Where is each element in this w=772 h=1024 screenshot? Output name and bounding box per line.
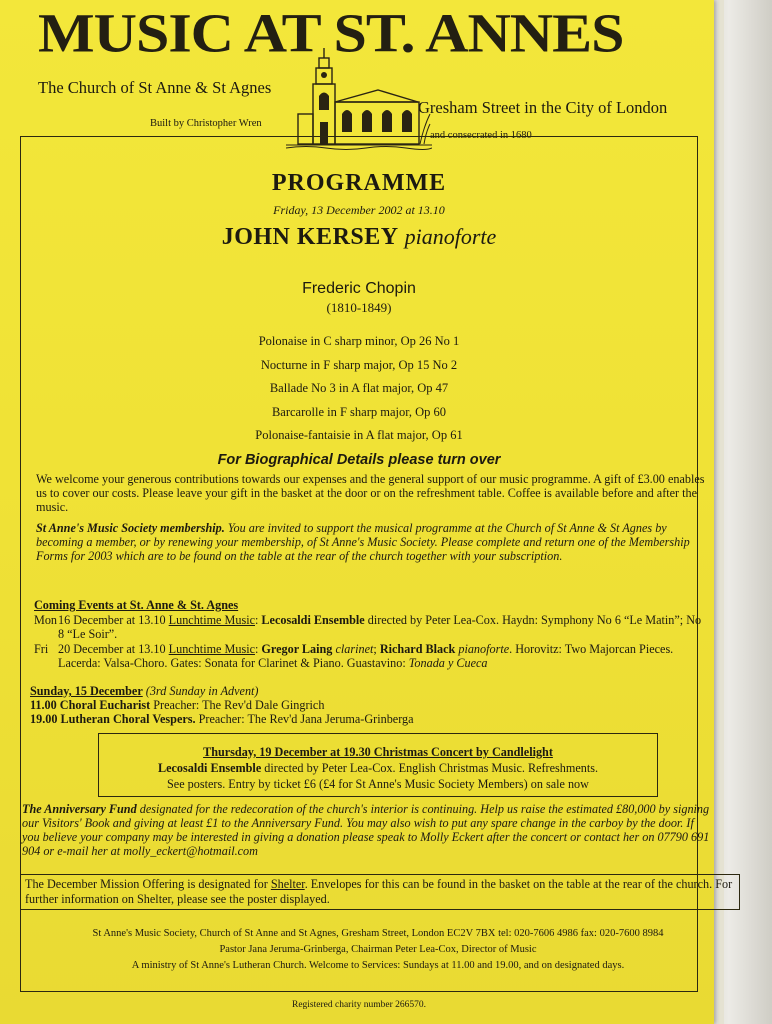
programme-border	[20, 136, 698, 992]
mission-charity: Shelter	[270, 877, 305, 891]
event-day: Fri	[34, 641, 49, 656]
event-instrument: pianoforte	[458, 641, 510, 656]
event-series: Lunchtime Music	[168, 641, 255, 656]
programme-date: Friday, 13 December 2002 at 13.10	[273, 203, 445, 217]
work-item: Nocturne in F sharp major, Op 15 No 2	[260, 357, 458, 372]
events-heading: Coming Events at St. Anne & St. Agnes	[34, 598, 239, 612]
membership-text: You are invited to support the musical programme at the Church of St Anne & St Agnes by becoming a member, or by renewing your membership, of St Anne's Music Society. Please complete and return one of the Membership Forms for 2003 which are to be found on the table at the rear of the church together with your subscription.	[36, 521, 690, 563]
concert-performer: Lecosaldi Ensemble	[157, 761, 262, 775]
event-performer: Gregor Laing	[261, 641, 333, 656]
event-series: Lunchtime Music	[168, 612, 255, 627]
background-sheet-edge	[718, 0, 724, 1024]
event-performer: Lecosaldi Ensemble	[261, 612, 365, 627]
composer-name: Frederic Chopin	[302, 280, 416, 297]
concert-line3: See posters. Entry by ticket £6 (£4 for St Anne's Music Society Members) on sale now	[167, 777, 589, 791]
anniversary-paragraph	[22, 802, 712, 858]
bio-note: For Biographical Details please turn over	[217, 452, 501, 468]
anniversary-text: designated for the redecoration of the church's interior is continuing. Help us raise the estimated £80,000 by signing our Visitors' Book and giving at least £1 to the Anniversary Fund. You may also wish to put any spare change in the carboy by the door. If you believe your company may be interested in giving a donation please speak to Molly Eckert after the concert or contact her on 07790 691 904 or e-mail her at molly_eckert@hotmail.com	[22, 802, 710, 858]
consecrated: and consecrated in 1680	[430, 130, 532, 141]
charity-number: Registered charity number 266570.	[291, 1000, 427, 1010]
event-details: directed by Peter Lea-Cox. Haydn: Symphony No 6 “Le Matin”; No 8 “Le Soir”.	[58, 612, 702, 641]
welcome-paragraph: We welcome your generous contributions towards our expenses and the general support of our music programme. A gift of £3.00 enables us to cover our costs. Please leave your gift in the basket at the door or on the refreshment table. Coffee is available before and after the music.	[36, 472, 705, 514]
work-item: Barcarolle in F sharp major, Op 60	[271, 404, 447, 419]
work-item: Polonaise-fantaisie in A flat major, Op 61	[255, 428, 463, 442]
sunday-heading: Sunday, 15 December	[30, 684, 143, 698]
event-date: 16 December at 13.10	[58, 612, 166, 627]
footer-address: St Anne's Music Society, Church of St Anne and St Agnes, Gresham Street, London EC2V 7BX tel: 020-7606 4986 fax: 020-7600 8984	[92, 928, 664, 939]
work-item: Ballade No 3 in A flat major, Op 47	[269, 381, 449, 395]
church-address: Gresham Street in the City of London	[418, 98, 668, 117]
event-item: Fri 20 December at 13.10 Lunchtime Music: Gregor Laing clarinet; Richard Black pianoforte. Horovitz: Two Majorcan Pieces. Lacerda: Valsa-Choro. Gates: Sonata for Clarinet & Piano. Guastavino: Tonada y Cueca	[34, 641, 674, 670]
membership-lead: St Anne's Music Society membership.	[36, 521, 225, 535]
mission-lead: The December Mission Offering is designated for	[25, 877, 268, 891]
service-time: 11.00 Choral Eucharist	[30, 698, 151, 712]
event-item: Mon 16 December at 13.10 Lunchtime Music: Lecosaldi Ensemble directed by Peter Lea-Cox. Haydn: Symphony No 6 “Le Matin”; No 8 “Le Soir”.	[34, 612, 702, 641]
service-preacher: Preacher: The Rev'd Dale Gingrich	[153, 698, 325, 712]
coming-events	[34, 598, 710, 671]
christmas-concert-box	[98, 733, 658, 797]
performer	[20, 224, 698, 251]
performer-name: JOHN KERSEY	[221, 224, 399, 250]
footer-officers: Pastor Jana Jeruma-Grinberga, Chairman Peter Lea-Cox, Director of Music	[219, 944, 537, 955]
masthead-title: MUSIC AT ST. ANNES	[38, 2, 624, 64]
service-preacher: Preacher: The Rev'd Jana Jeruma-Grinberga	[198, 712, 414, 726]
membership-paragraph	[36, 521, 708, 563]
event-day: Mon	[34, 612, 58, 627]
built-by: Built by Christopher Wren	[150, 118, 262, 129]
anniversary-lead: The Anniversary Fund	[22, 802, 137, 816]
event-details: Horovitz: Two Majorcan Pieces. Lacerda: Valsa-Choro. Gates: Sonata for Clarinet & Piano. Guastavino:	[58, 641, 674, 670]
service-item	[30, 698, 706, 712]
composer-dates: (1810-1849)	[326, 300, 392, 315]
sunday-services	[30, 684, 706, 726]
mission-text: . Envelopes for this can be found in the basket on the table at the rear of the church. For further information on Shelter, please see the poster displayed.	[25, 877, 733, 906]
event-instrument: clarinet	[335, 641, 374, 656]
works-list	[20, 330, 698, 448]
event-date: 20 December at 13.10	[58, 641, 166, 656]
concert-line2: directed by Peter Lea-Cox. English Christmas Music. Refreshments.	[264, 761, 599, 775]
service-time: 19.00 Lutheran Choral Vespers.	[30, 712, 196, 726]
event-last-work: Tonada y Cueca	[408, 656, 488, 670]
service-item	[30, 712, 706, 726]
mission-offering-box	[20, 874, 740, 910]
footer-services: A ministry of St Anne's Lutheran Church. Welcome to Services: Sundays at 11.00 and 19.00, and on designated days.	[131, 960, 625, 971]
event-performer: Richard Black	[379, 641, 456, 656]
programme-heading: PROGRAMME	[271, 170, 447, 196]
concert-heading: Thursday, 19 December at 19.30 Christmas Concert by Candlelight	[203, 745, 553, 759]
sunday-note: (3rd Sunday in Advent)	[145, 684, 259, 698]
performer-instrument: pianoforte	[404, 224, 497, 249]
church-name: The Church of St Anne & St Agnes	[38, 78, 272, 97]
work-item: Polonaise in C sharp minor, Op 26 No 1	[258, 334, 460, 348]
